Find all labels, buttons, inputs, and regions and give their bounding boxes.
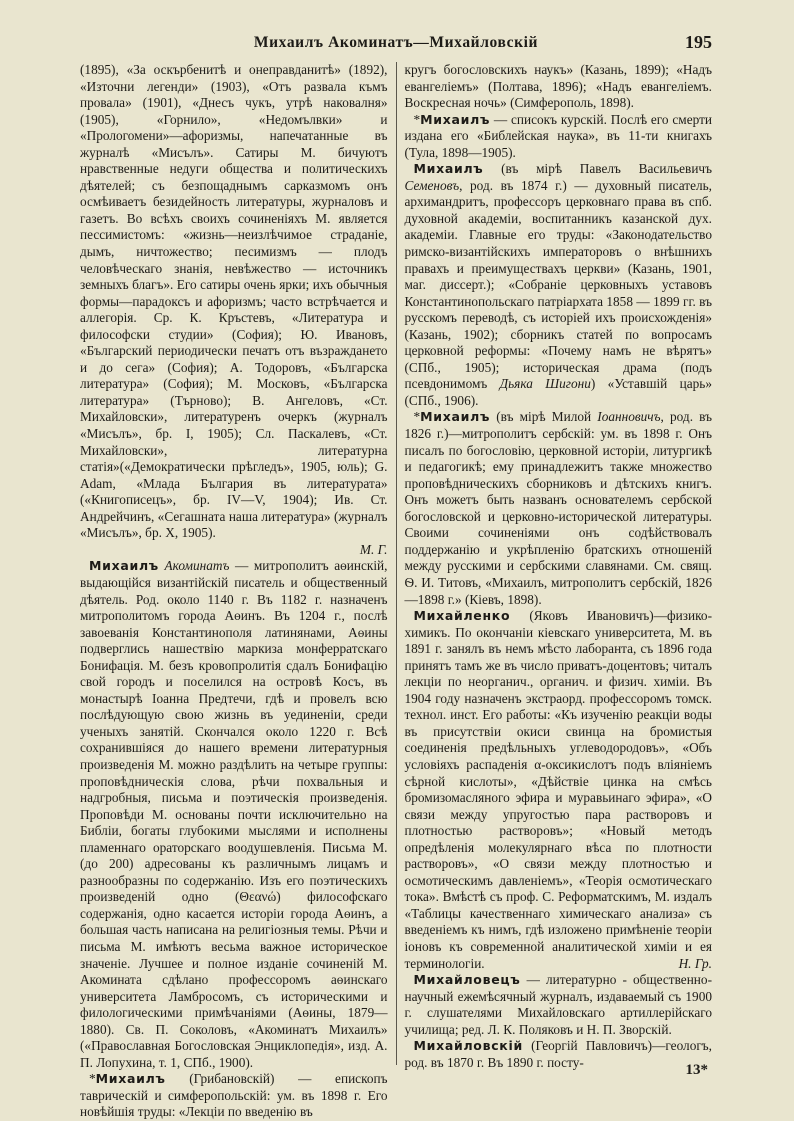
entry-mikhail-kursky [404, 112, 712, 162]
entry-body: — митрополитъ аѳинскій, выдающійся византійскій писатель и общественный дѣятель. Род. около 1140 г. Въ 1182 г. назначенъ митрополитомъ города Аѳинъ. Въ 1204 г., послѣ завоеванія Константинополя латинянами, Аѳины подверглись нашествію маркиза монферратскаго Бонифація. М. безъ кровопролитія сдалъ Бонифацію свой городъ и поселился на островѣ Косъ, въ монастырѣ Іоанна Предтечи, гдѣ и провелъ всю послѣдующую свою жизнь въ уединеніи, среди ученыхъ занятій. Скончался около 1220 г. Всѣ сохранившіяся до нашего времени литературныя произведенія М. можно раздѣлить на четыре группы: проповѣдническія слова, рѣчи похвальныя и надгробныя, письма и поэтическія произведенія. Проповѣди М. основаны почти исключительно на Библіи, богаты глубокими мыслями и исполнены пламеннаго ораторскаго воодушевленія. Письма М. (до 200) адресованы къ различнымъ лицамъ и разнообразны по содержанію. Изъ его поэтическихъ произведеній одно (Θεανώ) философскаго содержанія, одно касается исторіи города Аѳинъ, а большая часть написана на религіозныя темы. Рѣчи и письма М. имѣютъ весьма важное историческое значеніе. Лучшее и полное изданіе сочиненій М. Акомината сдѣлано профессоромъ аѳинскаго университета Ламбросомъ, съ историческими и филологическими примѣчаніями (Аѳины, 1879—1880). Св. П. Соколовъ, «Акоминатъ Михаилъ» («Православная Богословская Энциклопедія», изд. А. П. Лопухина, т. 1, СПб., 1900). [80, 558, 388, 1070]
entry-star-mark: * [413, 111, 421, 127]
author-signature: Н. Гр. [678, 955, 712, 971]
continuation-text: кругъ богословскихъ наукъ» (Казань, 1899); «Надъ евангеліемъ» (Полтава, 1896); «Надъ евангеліемъ. Воскресная ночь» (Симферополь, 1898). [404, 62, 712, 111]
left-column [80, 62, 396, 1120]
author-signature: М. Г. [359, 541, 388, 557]
entry-continuation [80, 62, 388, 542]
entry-signature-line [80, 542, 388, 559]
entry-italic-name: Іоанновичъ [597, 409, 661, 425]
entry-mikhail-semenov [404, 161, 712, 409]
entry-star-mark: * [413, 409, 421, 425]
entry-headword: Михайленко [413, 608, 511, 624]
continuation-text: (1895), «За оскърбенитѣ и онеправданитѣ» (1892), «Източни легенди» (1903), «Отъ развала къмъ провала» (1901), «Днесъ чукъ, утрѣ наковалня» (1905), «Горнило», «Недомълвки» и «Прологомени»—афоризмы, напечатанные въ журналѣ «Мисълъ». Сатиры М. бичуютъ нравственные недуги общества и политическихъ дѣятелей; съ безпощаднымъ сарказмомъ онъ осмѣиваетъ безидейность литературы, журналовъ и газетъ. Во всѣхъ своихъ сочиненіяхъ М. является пессимистомъ: «жизнь—неизлѣчимое страданіе, дымъ, ничтожество; песимизмъ — плодъ человѣческаго знанія, невѣжество — источникъ земныхъ благъ». Его сатиры очень ярки; ихъ обычныя формы—парадоксъ и афоризмъ; часто встрѣчается и аллегорія. Ср. К. Кръстевъ, «Литература и философски студии» (София); Ю. Ивановъ, «Българский периодически печатъ отъ възраждането и до сега» (София); А. Тодоровъ, «Българска литература» (София); М. Московъ, «Българска литература» (Търново); В. Ангеловъ, «Ст. Михайловски», литературенъ очеркъ (журналъ «Мисълъ», бр. I, 1905); Сл. Паскалевъ, «Ст. Михайловски», литературна статія»(«Демократически прѣгледъ», 1905, юль); G. Adam, «Млада България въ литературата» («Книгописецъ», бр. IV—V, 1904); Ив. Ст. Андрейчинъ, «Сегашната наша литература» (журналъ «Мисълъ», бр. Х, 1905). [80, 62, 388, 541]
entry-mikhailovets [404, 972, 712, 1038]
entry-headword: Михаилъ [95, 1071, 166, 1087]
entry-body: — списокъ курскій. Послѣ его смерти издана его «Библейская наука», въ 11-ти книгахъ (Тула, 1898—1905). [404, 111, 712, 160]
entry-star-mark: * [89, 1071, 96, 1087]
entry-body: (въ мірѣ Павелъ Васильевичъ [501, 161, 712, 177]
entry-mikhail-akominat [80, 558, 388, 1071]
entry-body: (Яковъ Ивановичъ)—физико-химикъ. По окончаніи кіевскаго университета, М. въ 1891 г. занялъ въ немъ мѣсто лаборанта, съ 1896 года принятъ тамъ же въ число приватъ-доцентовъ; читалъ лекціи по неорганич., органич. и физич. химіи. Въ 1904 году назначенъ экстраорд. профессоромъ томск. технол. инст. Его работы: «Къ изученію реакціи воды въ присутствіи окиси свинца на бромистыя соединенія предѣльныхъ углеводородовъ», «Объ условіяхъ распаденія α-оксикислотъ подъ вліяніемъ сѣрной кислоты», «Дѣйствіе цинка на смѣсь бромизомасляного эфира и муравьинаго эфира», «О связи между упругостью пара растворовъ и плотностью растворовъ»; «Новый методъ опредѣленія молекулярнаго вѣса по плотности растворовъ», «О связи между плотностью и осмотическимъ давленіемъ», «Теорія осмотическаго тока». Вмѣстѣ съ проф. С. Реформатскимъ, М. издалъ «Таблицы качественнаго химическаго анализа» съ введеніемъ къ нимъ, гдѣ изложено примѣненіе теоріи іоновъ къ современной аналитической химіи и ея терминологіи. [404, 608, 712, 971]
entry-headword: Михаилъ [420, 409, 491, 425]
page-number: 195 [685, 32, 712, 52]
page-header [80, 32, 712, 56]
entry-headword: Михайловецъ [413, 972, 521, 988]
entry-mikhailovsky [404, 1038, 712, 1071]
entry-body: ) «Уставшій царь» (СПб., 1906). [404, 376, 713, 408]
entry-mikhailenko [404, 608, 712, 972]
entry-body: , род. въ 1826 г.)—митрополитъ сербскій: ум. въ 1898 г. Онъ писалъ по богословію, церковной исторіи, литургикѣ и педагогикѣ; ему принадлежитъ также множество проповѣдническихъ сборниковъ и дѣтскихъ книгъ. Онъ можетъ быть названъ основателемъ сербской богословской и церковно-исторической литературы. Своими сочиненіями онъ содѣйствовалъ поддержанію и укрѣпленію братскихъ отношеній между русскими и сербскими славянами. См. свящ. Ѳ. И. Титовъ, «Михаилъ, митрополитъ сербскій, 1826—1898 г.» (Кіевъ, 1898). [404, 409, 713, 607]
entry-body: (Георгій Павловичъ)—геологъ, род. въ 1870 г. Въ 1890 г. посту- [404, 1038, 712, 1070]
entry-mikhail-ioannovich [404, 409, 712, 608]
entry-body: , род. въ 1874 г.) — духовный писатель, архимандритъ, профессоръ церковнаго права въ спб. духовной академіи, воспитанникъ казанской дух. академіи. Главные его труды: «Законодательство римско-византійскихъ императоровъ о внѣшнихъ правахъ и преимуществахъ церкви» (Казань, 1901, маг. диссерт.); «Собраніе церковныхъ уставовъ Константинопольскаго патріархата 1858 — 1899 гг. въ русскомъ переводѣ, съ исторіей ихъ происхожденія» (Казань, 1902); сборникъ статей по вопросамъ церковной реформы: «Почему намъ не вѣрятъ» (СПб., 1905); историческая драма (подъ псевдонимомъ [404, 177, 712, 392]
entry-italic-name: Семеновъ [404, 177, 460, 193]
printer-signature-mark: 13* [685, 1062, 708, 1078]
entry-headword: Михаилъ [89, 558, 159, 574]
entry-headword: Михаилъ [420, 111, 491, 127]
entry-body: (въ мірѣ Милой [496, 409, 592, 425]
entry-body: (Грибановскій) — епископъ таврическій и симферопольскій: ум. въ 1898 г. Его новѣйшія труды: «Лекціи по введенію въ [80, 1071, 388, 1120]
entry-headword: Михаилъ [413, 161, 484, 177]
entry-mikhail-gribanovsky [80, 1071, 388, 1121]
entry-italic-pseudonym: Дьяка Шигони [499, 376, 591, 392]
entry-body: — литературно - общественно-научный ежемѣсячный журналъ, издаваемый съ 1900 г. слушателями Михайловскаго артиллерійскаго училища; ред. Л. К. Поляковъ и Н. П. Зворскій. [404, 972, 713, 1037]
entry-headword: Михайловскій [413, 1038, 523, 1054]
entry-continuation [404, 62, 712, 112]
entry-headword-italic: Акоминатъ [164, 558, 230, 574]
running-head: Михаилъ Акоминатъ—Михайловскій [253, 34, 539, 51]
column-divider [396, 62, 397, 1065]
